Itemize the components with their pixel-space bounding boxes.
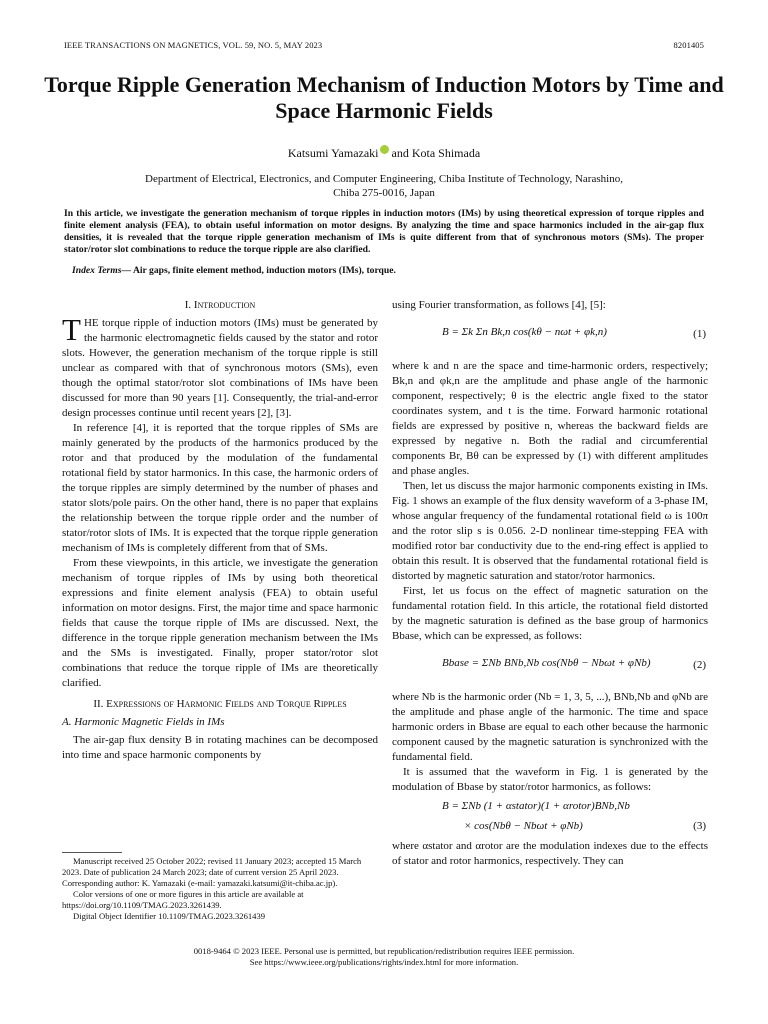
- equation-body: × cos(Nbθ − Nbωt + φNb): [464, 820, 583, 832]
- paragraph: In reference [4], it is reported that the torque ripples of SMs are mainly generated by the products of the harmonics produced by the rotor and that produced by the modulation of the fundamental rotational field by stator harmonics. In this case, the harmonic orders of the torque ripples are simply determined by the number of phases and stator slots/pole pairs. On the other hand, there is no paper that explains the relationship between the torque ripple order and the number of stator/rotor slots of IMs. It is expected that the torque ripple generation mechanism of IMs is completely different from that of SMs.: [62, 422, 378, 554]
- equation-number: (2): [693, 659, 706, 671]
- equation-3: [392, 795, 708, 839]
- subsection-heading: A. Harmonic Magnetic Fields in IMs: [62, 716, 225, 728]
- affiliation-line: Chiba 275-0016, Japan: [333, 187, 435, 199]
- copyright-line[interactable]: See https://www.ieee.org/publications/rights/index.html for more information.: [249, 957, 519, 967]
- equation-body: B = ΣNb (1 + αstator)(1 + αrotor)BNb,Nb: [442, 800, 630, 812]
- dropcap: T: [62, 312, 81, 347]
- paragraph: It is assumed that the waveform in Fig. 1 is generated by the modulation of Bbase by stator/rotor harmonics, as follows:: [392, 766, 708, 793]
- author-line: [0, 145, 768, 161]
- index-terms: [72, 265, 712, 276]
- right-column: [392, 298, 708, 869]
- section-heading: II. Expressions of Harmonic Fields and Torque Ripples: [93, 698, 347, 710]
- footnote-divider: [62, 852, 122, 853]
- paragraph-text: HE torque ripple of induction motors (IMs) must be generated by the harmonic electromagnetic fields caused by the stator and rotor slots. However, the generation mechanism of the torque ripple is still unclear as compared with that of synchronous motors (SMs), even though the optimal stator/rotor slot combinations of IMs have been discussed for more than 90 years [1]. Consequently, the trial-and-error design processes continue until recent years [2], [3].: [62, 317, 378, 419]
- paragraph: First, let us focus on the effect of magnetic saturation on the fundamental rotation field. In this article, the rotational field distorted by the magnetic saturation is defined as the base group of harmonics Bbase, which can be expressed, as follows:: [392, 585, 708, 642]
- journal-header: IEEE TRANSACTIONS ON MAGNETICS, VOL. 59, NO. 5, MAY 2023: [64, 40, 323, 50]
- equation-body: Bbase = ΣNb BNb,Nb cos(Nbθ − Nbωt + φNb): [442, 657, 651, 669]
- copyright-notice: [80, 946, 688, 968]
- author-name[interactable]: Katsumi Yamazaki: [287, 146, 379, 160]
- paragraph: where k and n are the space and time-harmonic orders, respectively; Bk,n and φk,n are the amplitude and phase angle of the harmonic component, respectively; θ is the electric angle fixed to the stator coordinates system, and t is the time. Forward harmonic rotational fields are expressed by positive n, whereas the backward fields are expressed by negative n. Both the radial and circumferential components Br, Bθ can be expressed by (1) with different amplitudes and phase angles.: [392, 360, 708, 477]
- affiliation-line: Department of Electrical, Electronics, and Computer Engineering, Chiba Institute of Technology, Narashino,: [145, 173, 623, 185]
- paragraph: Then, let us discuss the major harmonic components existing in IMs. Fig. 1 shows an example of the flux density waveform of a 3-phase IM, whose angular frequency of the fundamental rotational field ω is 100π and the rotor slip s is 0.056. 2-D nonlinear time-stepping FEA with modified rotor bar conductivity due to the end-ring effect is applied to obtain this result. It is observed that the fundamental rotational field is distorted by magnetic saturation and stator/rotor harmonics.: [392, 480, 708, 582]
- equation-number: (3): [693, 820, 706, 832]
- paragraph: From these viewpoints, in this article, we investigate the generation mechanism of torque ripples of IMs by using both theoretical expressions and finite element analysis (FEA) to obtain useful information on motor designs. First, the major time and space harmonic fields that cause the torque ripple of IMs are discussed. Next, the difference in the torque ripple generation mechanism between the IMs and the SMs is investigated. Finally, proper stator/rotor slot combinations that reduce the torque ripple of IMs are theoretically clarified.: [62, 557, 378, 689]
- left-column: [62, 298, 378, 763]
- section-heading: I. Introduction: [184, 299, 256, 311]
- equation-body: B = Σk Σn Bk,n cos(kθ − nωt + φk,n): [442, 326, 607, 338]
- equation-number: (1): [693, 328, 706, 340]
- paragraph: where αstator and αrotor are the modulation indexes due to the effects of stator and rotor harmonics, respectively. They can: [392, 840, 708, 867]
- copyright-line: 0018-9464 © 2023 IEEE. Personal use is permitted, but republication/redistribution requires IEEE permission.: [193, 946, 575, 956]
- footnote-line: Digital Object Identifier 10.1109/TMAG.2023.3261439: [73, 911, 266, 921]
- equation-2: [392, 644, 708, 690]
- author-connector: and Kota Shimada: [391, 146, 481, 160]
- paragraph: using Fourier transformation, as follows [4], [5]:: [392, 299, 606, 311]
- index-terms-text: Air gaps, finite element method, induction motors (IMs), torque.: [131, 265, 396, 276]
- footnote-line: Manuscript received 25 October 2022; revised 11 January 2023; accepted 15 March 2023. Date of publication 24 March 2023; date of current version 25 April 2023. Corresponding author: K. Yamazaki (e-mail: yamazaki.katsumi@it-chiba.ac.jp).: [62, 856, 362, 888]
- paper-title: Torque Ripple Generation Mechanism of Induction Motors by Time and Space Harmonic Fields: [44, 72, 724, 123]
- article-number: 8201405: [673, 40, 704, 50]
- footnote: [62, 856, 378, 922]
- equation-1: [392, 313, 708, 359]
- orcid-icon[interactable]: [380, 145, 389, 154]
- paragraph: The air-gap flux density B in rotating machines can be decomposed into time and space harmonic components by: [62, 734, 378, 761]
- affiliation: [80, 172, 688, 200]
- abstract: In this article, we investigate the generation mechanism of torque ripples in induction motors (IMs) by using theoretical expression of torque ripples and finite element analysis (FEA), to obtain useful information on motor designs. By analyzing the time and space harmonics included in the air-gap flux densities, it is revealed that the torque ripple generation mechanism of IMs is quite different from that of synchronous motors (SMs). The proper stator/rotor slot combinations to reduce the torque ripple are also clarified.: [64, 208, 704, 255]
- paragraph: [62, 312, 378, 421]
- index-terms-label: Index Terms—: [72, 265, 132, 276]
- footnote-line[interactable]: Color versions of one or more figures in this article are available at https://doi.org/10.1109/TMAG.2023.3261439.: [62, 889, 304, 910]
- paragraph: where Nb is the harmonic order (Nb = 1, 3, 5, ...), BNb,Nb and φNb are the amplitude and phase angle of the harmonic. The time and space harmonic orders in Bbase are equal to each other because the harmonic component caused by the magnetic saturation is synchronized with the fundamental field.: [392, 691, 708, 763]
